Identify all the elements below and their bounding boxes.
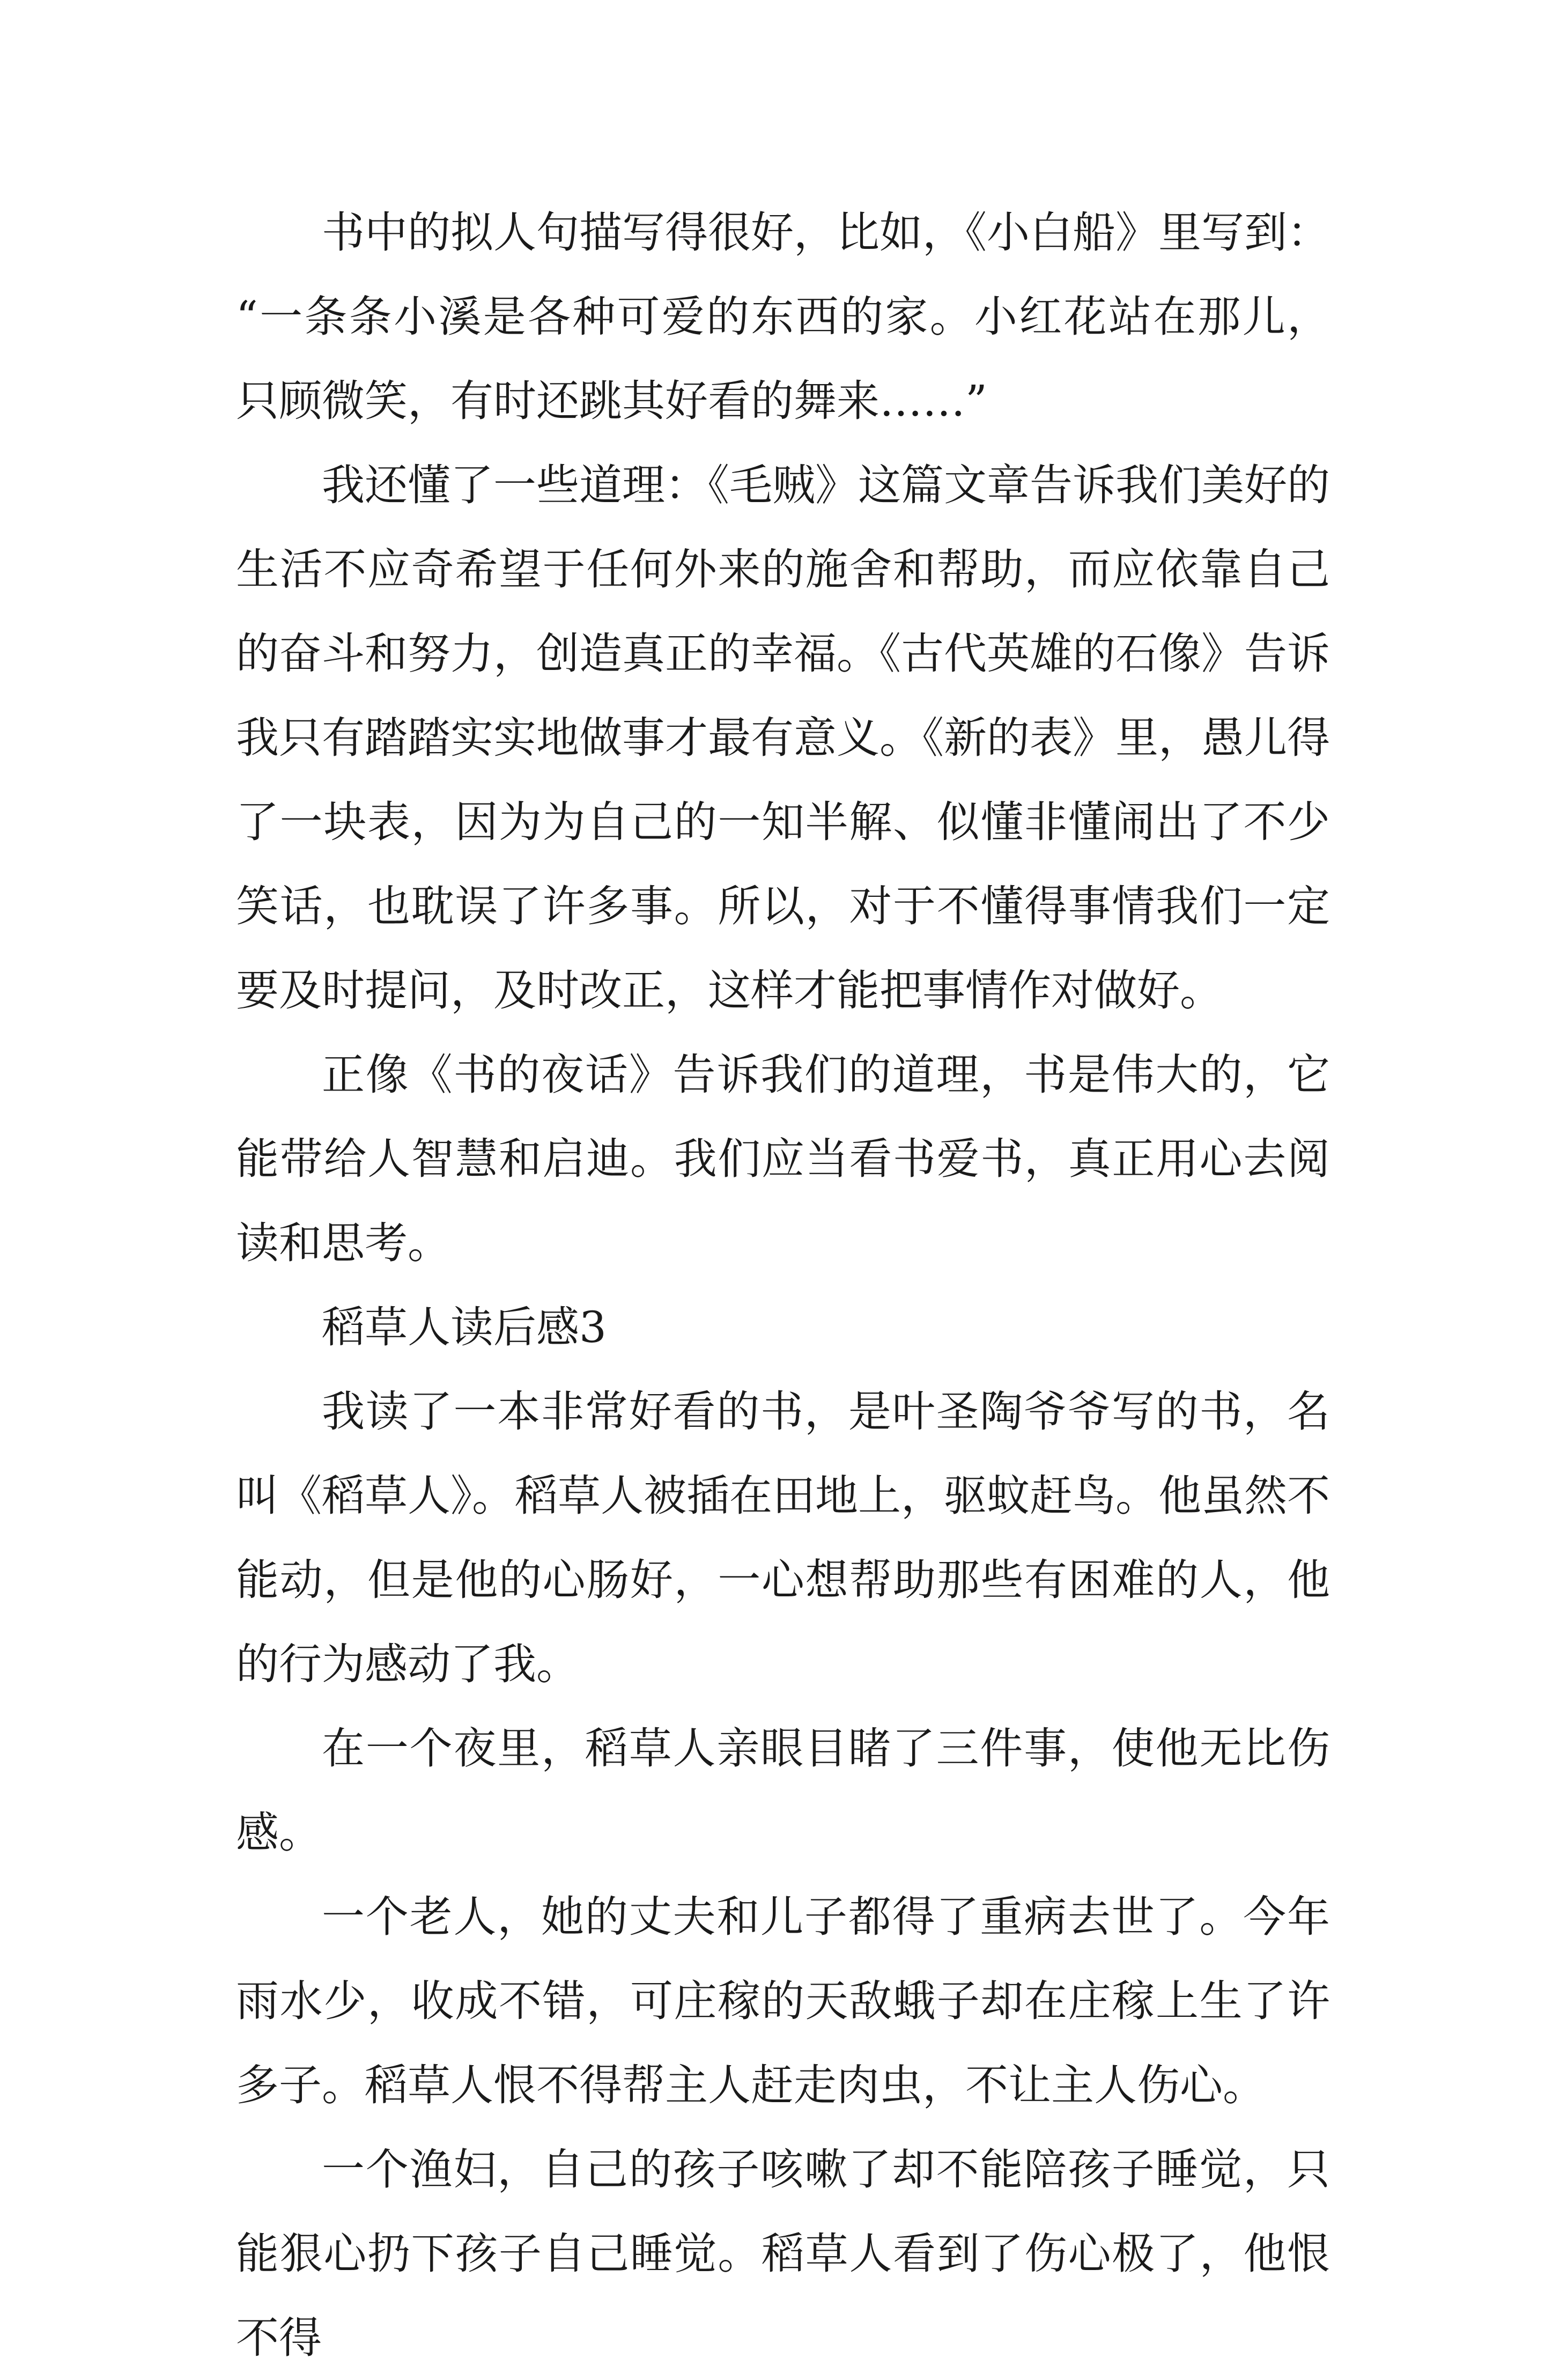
paragraph-lessons: 我还懂了一些道理：《毛贼》这篇文章告诉我们美好的生活不应奇希望于任何外来的施舍和帮助，而应依靠自己的奋斗和努力，创造真正的幸福。《古代英雄的石像》告诉我只有踏踏实实地做事才最有意义。《新的表》里，愚儿得了一块表，因为为自己的一知半解、似懂非懂闹出了不少笑话，也耽误了许多事。所以，对于不懂得事情我们一定要及时提问，及时改正，这样才能把事情作对做好。 [236,460,1330,1015]
paragraph-three-events: 在一个夜里，稻草人亲眼目睹了三件事，使他无比伤感。 [236,1723,1330,1858]
paragraph-book-night-talk: 正像《书的夜话》告诉我们的道理，书是伟大的，它能带给人智慧和启迪。我们应当看书爱书，真正用心去阅读和思考。 [236,1050,1330,1268]
paragraph-personification: 书中的拟人句描写得很好，比如，《小白船》里写到：“一条条小溪是各种可爱的东西的家。小红花站在那儿，只顾微笑，有时还跳其好看的舞来……” [236,208,1330,426]
paragraph-fisherwoman: 一个渔妇，自己的孩子咳嗽了却不能陪孩子睡觉，只能狠心扔下孩子自己睡觉。稻草人看到了伤心极了，他恨不得 [236,2145,1330,2363]
document-body [236,190,1330,2380]
paragraph-scarecrow-intro: 我读了一本非常好看的书，是叶圣陶爷爷写的书，名叫《稻草人》。稻草人被插在田地上，驱蚊赶鸟。他虽然不能动，但是他的心肠好，一心想帮助那些有困难的人，他的行为感动了我。 [236,1387,1330,1689]
paragraph-old-woman: 一个老人，她的丈夫和儿子都得了重病去世了。今年雨水少，收成不错，可庄稼的天敌蛾子却在庄稼上生了许多子。稻草人恨不得帮主人赶走肉虫，不让主人伤心。 [236,1892,1330,2110]
section-heading: 稻草人读后感3 [322,1302,607,1352]
